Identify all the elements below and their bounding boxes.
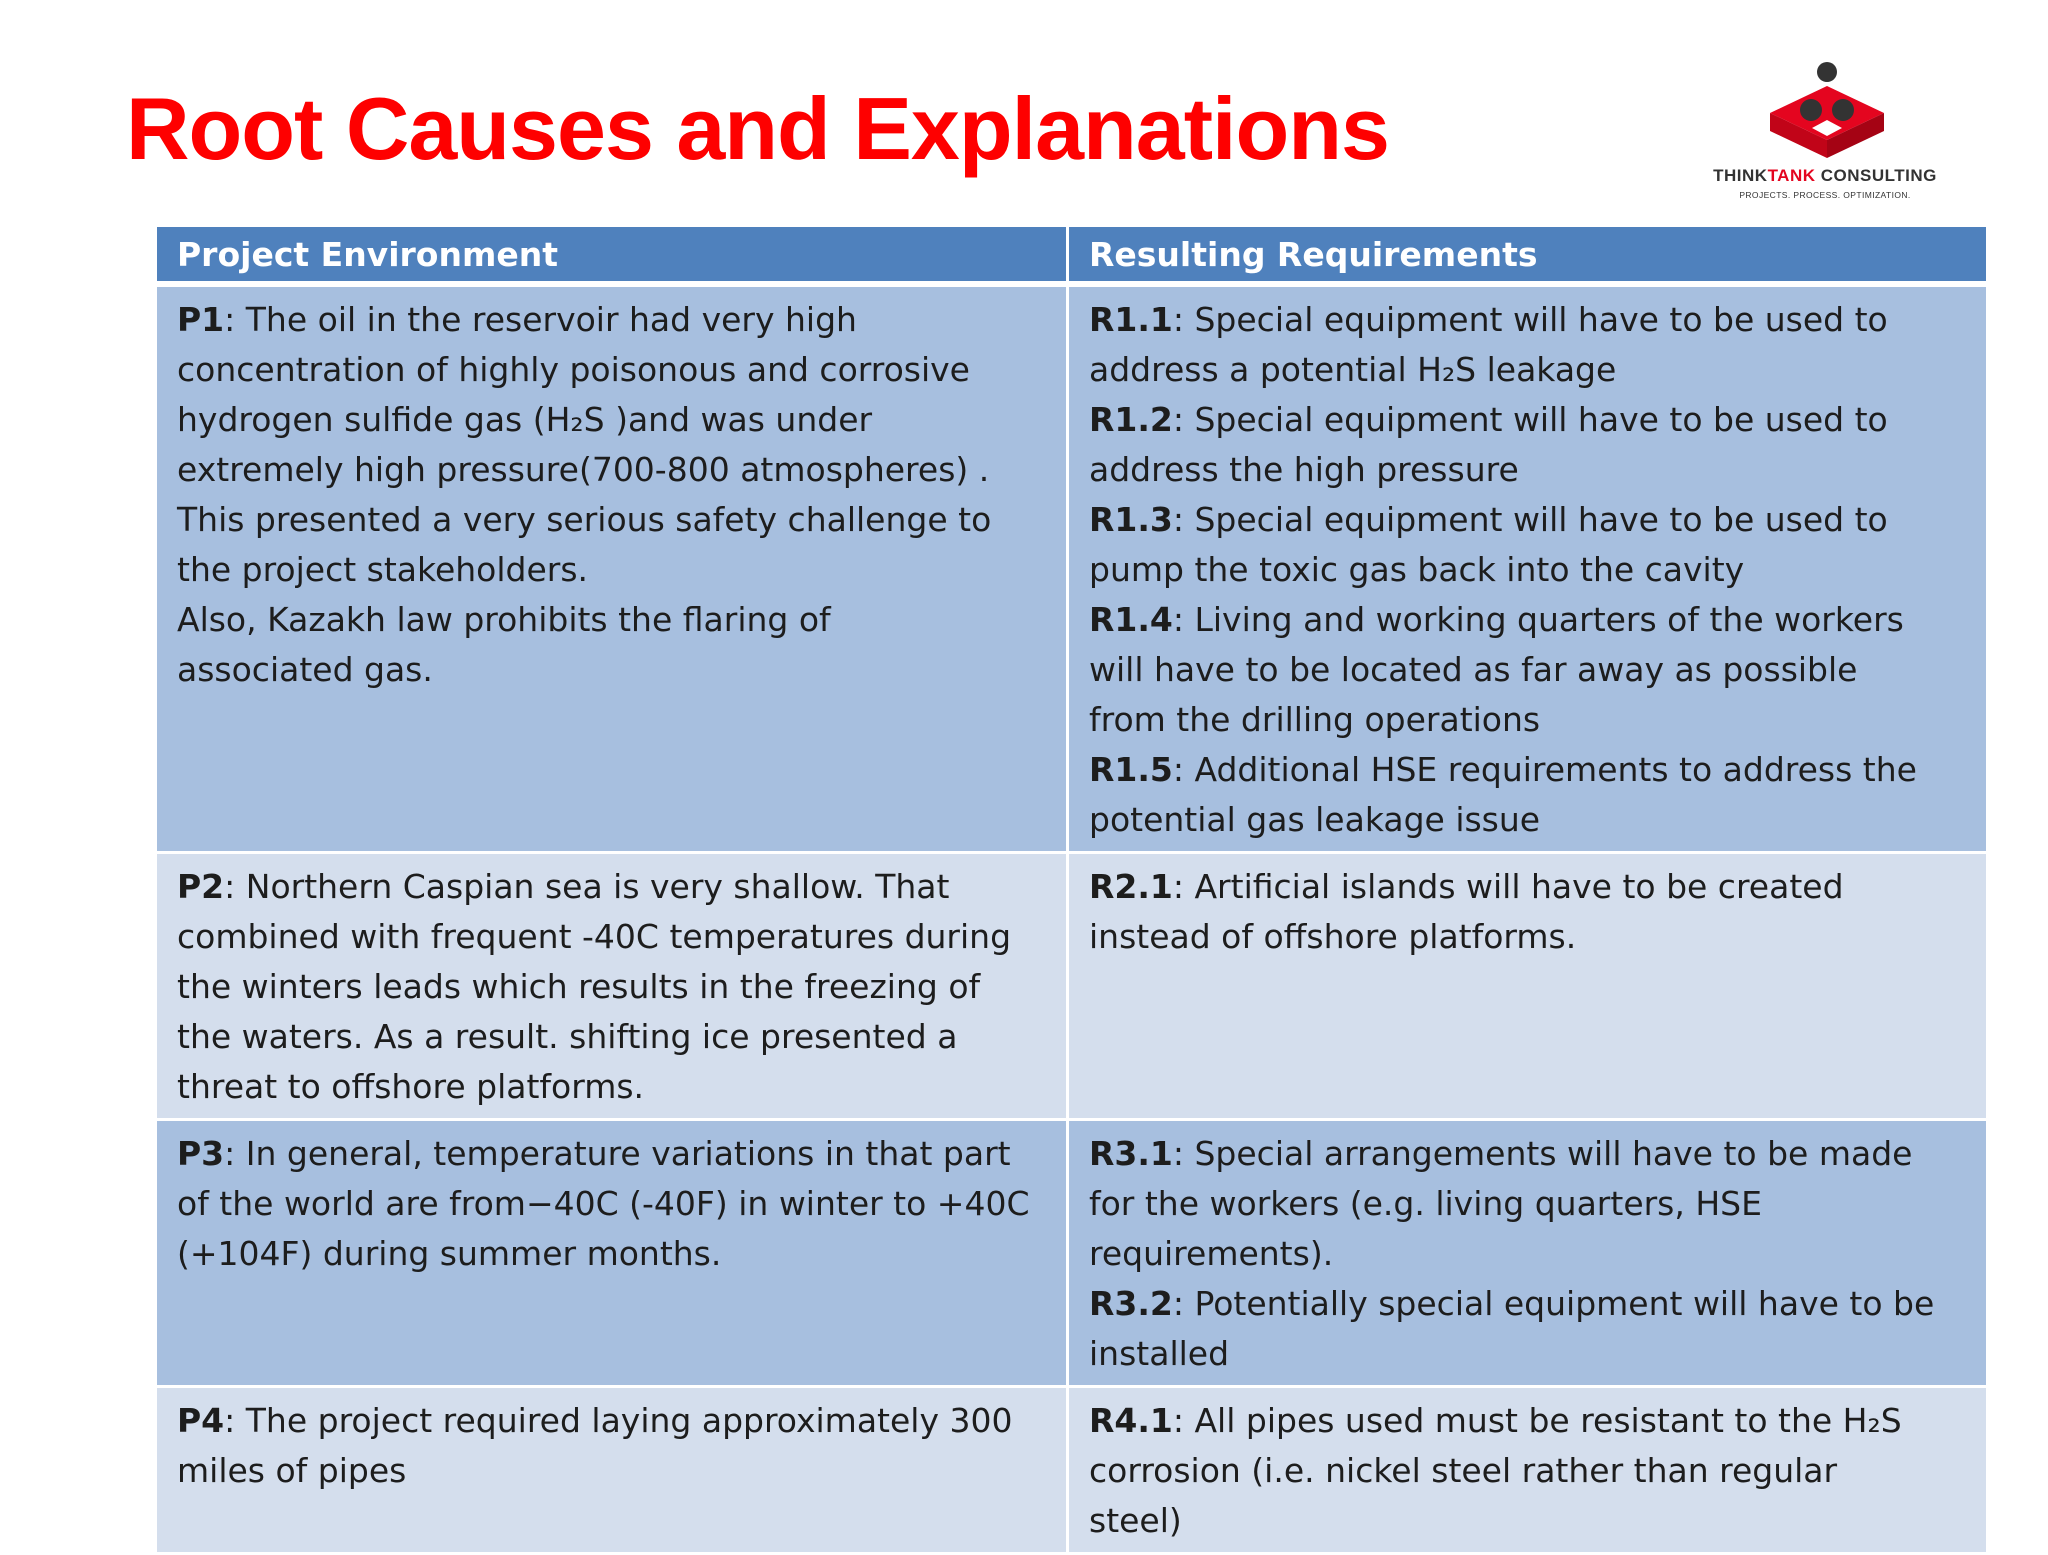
table-row (156, 1120, 1988, 1387)
env-line: the waters. As a result. shifting ice presented a (177, 1017, 958, 1056)
env-line (177, 295, 1046, 345)
req-text: : Special equipment will have to be used to (1172, 500, 1888, 539)
req-label: R3.2 (1089, 1284, 1173, 1323)
env-text: : In general, temperature variations in that part (224, 1134, 1011, 1173)
env-line: hydrogen sulfide gas (H₂S )and was under (177, 400, 873, 439)
req-text: : All pipes used must be resistant to the H₂S (1172, 1401, 1902, 1440)
req-line (1089, 745, 1966, 795)
company-logo (1680, 58, 1970, 208)
req-line (1089, 395, 1966, 445)
logo-name-consulting: CONSULTING (1815, 166, 1937, 185)
req-line: address a potential H₂S leakage (1089, 350, 1617, 389)
env-line (177, 1396, 1046, 1446)
req-line (1089, 295, 1966, 345)
req-label: R1.3 (1089, 500, 1173, 539)
env-line: associated gas. (177, 650, 433, 689)
env-cell (156, 853, 1068, 1120)
env-text: : The project required laying approximately 300 (224, 1401, 1013, 1440)
table-row (156, 284, 1988, 853)
req-label: R1.1 (1089, 300, 1173, 339)
header-project-environment: Project Environment (156, 226, 1068, 285)
header-resulting-requirements: Resulting Requirements (1068, 226, 1988, 285)
env-line: Also, Kazakh law prohibits the flaring of (177, 600, 831, 639)
req-label: R3.1 (1089, 1134, 1173, 1173)
env-line: the project stakeholders. (177, 550, 589, 589)
env-line: (+104F) during summer months. (177, 1234, 722, 1273)
req-cell (1068, 853, 1988, 1120)
req-line: instead of offshore platforms. (1089, 917, 1577, 956)
env-text: : Northern Caspian sea is very shallow. That (224, 867, 950, 906)
req-text: : Special arrangements will have to be made (1172, 1134, 1913, 1173)
req-line (1089, 1396, 1966, 1446)
requirements-table (154, 224, 1989, 1555)
req-line: steel) (1089, 1501, 1182, 1540)
logo-company-name (1680, 166, 1970, 186)
req-text: : Special equipment will have to be used to (1172, 300, 1888, 339)
req-cell (1068, 284, 1988, 853)
req-label: R1.4 (1089, 600, 1173, 639)
env-cell (156, 284, 1068, 853)
req-line: will have to be located as far away as possible (1089, 650, 1858, 689)
logo-tagline: PROJECTS. PROCESS. OPTIMIZATION. (1739, 190, 1911, 200)
req-line (1089, 495, 1966, 545)
req-text: : Artificial islands will have to be created (1172, 867, 1844, 906)
req-label: R2.1 (1089, 867, 1173, 906)
env-line (177, 1129, 1046, 1179)
env-line: concentration of highly poisonous and corrosive (177, 350, 970, 389)
req-label: R1.5 (1089, 750, 1173, 789)
env-label: P1 (177, 300, 225, 339)
env-text: : The oil in the reservoir had very high (224, 300, 857, 339)
env-cell (156, 1387, 1068, 1554)
req-line (1089, 1279, 1966, 1329)
req-line: corrosion (i.e. nickel steel rather than regular (1089, 1451, 1838, 1490)
env-label: P3 (177, 1134, 225, 1173)
req-text: : Living and working quarters of the workers (1172, 600, 1904, 639)
env-line: combined with frequent -40C temperatures during (177, 917, 1012, 956)
env-cell (156, 1120, 1068, 1387)
req-cell (1068, 1387, 1988, 1554)
req-line: potential gas leakage issue (1089, 800, 1541, 839)
req-line: for the workers (e.g. living quarters, HSE (1089, 1184, 1762, 1223)
req-text: : Potentially special equipment will have to be (1172, 1284, 1935, 1323)
env-line: of the world are from−40C (-40F) in winter to +40C (177, 1184, 1030, 1223)
req-line: pump the toxic gas back into the cavity (1089, 550, 1745, 589)
env-line: threat to offshore platforms. (177, 1067, 645, 1106)
env-line: the winters leads which results in the freezing of (177, 967, 981, 1006)
env-label: P2 (177, 867, 225, 906)
env-line: extremely high pressure(700-800 atmospheres) . (177, 450, 990, 489)
env-label: P4 (177, 1401, 225, 1440)
req-text: : Additional HSE requirements to address the (1172, 750, 1917, 789)
env-line: miles of pipes (177, 1451, 407, 1490)
req-line (1089, 595, 1966, 645)
req-line: address the high pressure (1089, 450, 1519, 489)
env-line (177, 862, 1046, 912)
table-row (156, 853, 1988, 1120)
req-line: requirements). (1089, 1234, 1334, 1273)
req-cell (1068, 1120, 1988, 1387)
req-label: R4.1 (1089, 1401, 1173, 1440)
thinktank-logo-icon (1750, 58, 1900, 158)
table-header-row (156, 226, 1988, 285)
page-title: Root Causes and Explanations (126, 79, 1389, 178)
req-line (1089, 862, 1966, 912)
req-label: R1.2 (1089, 400, 1173, 439)
req-line: from the drilling operations (1089, 700, 1541, 739)
req-text: : Special equipment will have to be used to (1172, 400, 1888, 439)
table-row (156, 1387, 1988, 1554)
logo-name-tank: TANK (1767, 166, 1816, 185)
logo-name-think: THINK (1713, 166, 1768, 185)
env-line: This presented a very serious safety challenge to (177, 500, 992, 539)
req-line (1089, 1129, 1966, 1179)
req-line: installed (1089, 1334, 1230, 1373)
